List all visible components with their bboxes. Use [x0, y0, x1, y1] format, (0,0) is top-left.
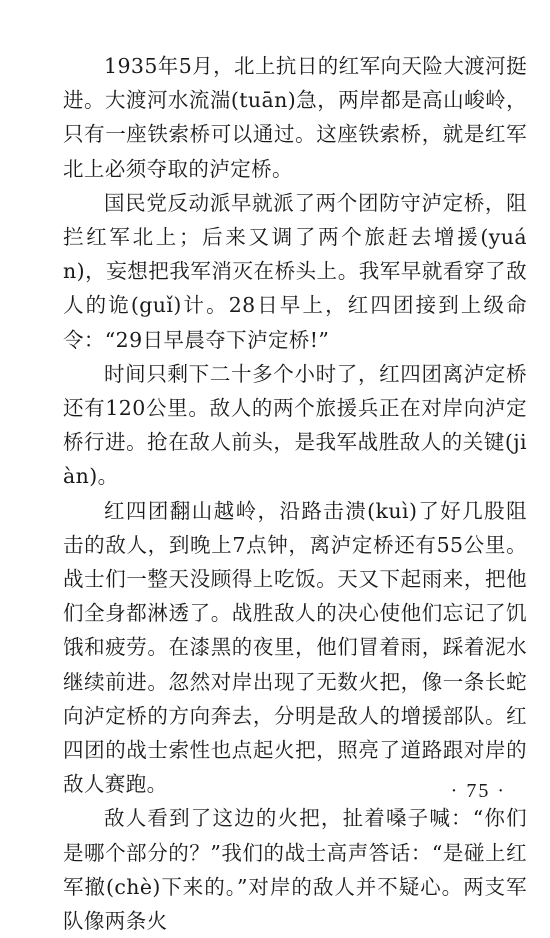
body-text: [63, 49, 527, 938]
page-number: · 75 ·: [450, 780, 506, 802]
paragraph-5: 敌人看到了这边的火把，扯着嗓子喊：“你们是哪个部分的？”我们的战士高声答话：“是碰上红军撤(chè)下来的。”对岸的敌人并不疑心。两支军队像两条火: [63, 806, 527, 934]
paragraph-1: 1935年5月，北上抗日的红军向天险大渡河挺进。大渡河水流湍(tuān)急，两岸都是高山峻岭，只有一座铁索桥可以通过。这座铁索桥，就是红军北上必须夺取的泸定桥。: [63, 54, 527, 181]
paragraph-3: 时间只剩下二十多个小时了，红四团离泸定桥还有120公里。敌人的两个旅援兵正在对岸向泸定桥行进。抢在敌人前头，是我军战胜敌人的关键(jiàn)。: [63, 361, 527, 489]
paragraph-2: 国民党反动派早就派了两个团防守泸定桥，阻拦红军北上；后来又调了两个旅赶去增援(yuán)，妄想把我军消灭在桥头上。我军早就看穿了敌人的诡(guǐ)计。28日早上，红四团接到上级命令：“29日早晨夺下泸定桥!”: [63, 190, 527, 352]
paragraph-4: 红四团翻山越岭，沿路击溃(kuì)了好几股阻击的敌人，到晚上7点钟，离泸定桥还有55公里。战士们一整天没顾得上吃饭。天又下起雨来，把他们全身都淋透了。战胜敌人的决心使他们忘记了饥饿和疲劳。在漆黑的夜里，他们冒着雨，踩着泥水继续前进。忽然对岸出现了无数火把，像一条长蛇向泸定桥的方向奔去，分明是敌人的增援部队。红四团的战士索性也点起火把，照亮了道路跟对岸的敌人赛跑。: [63, 498, 527, 797]
